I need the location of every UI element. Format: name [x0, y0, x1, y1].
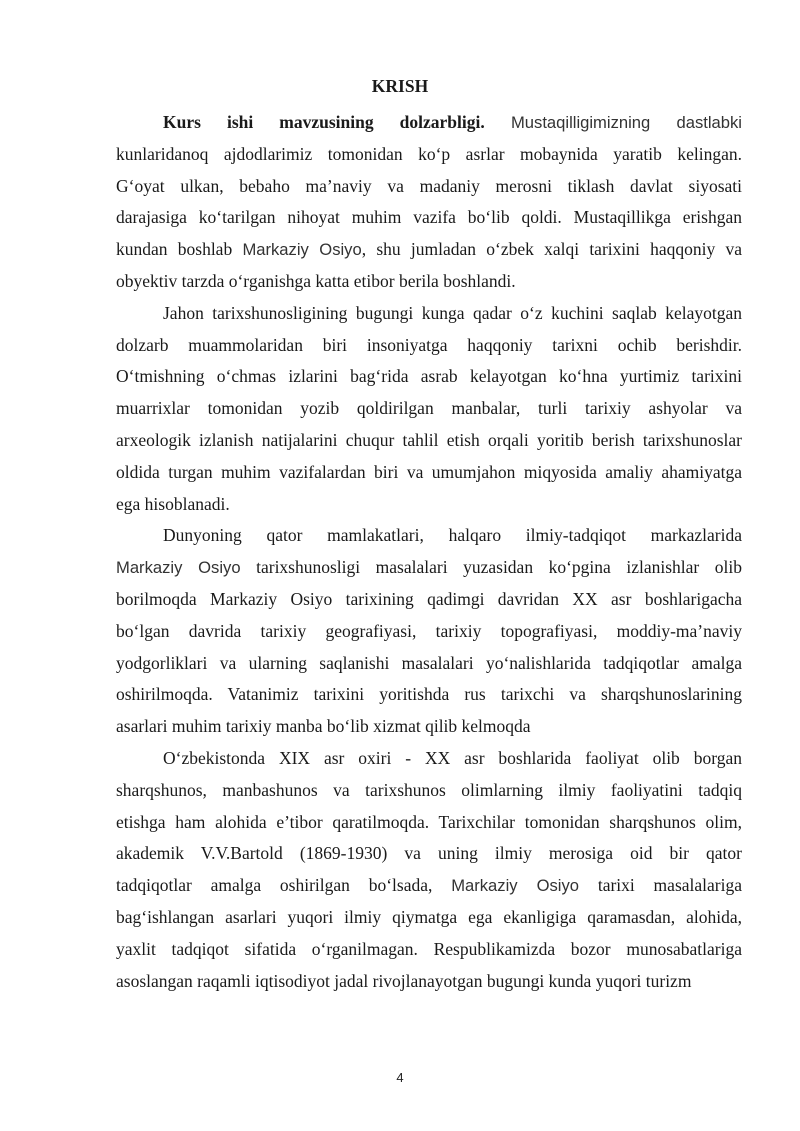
text-line: asarlari muhim tarixiy manba bo‘lib xizmat qilib kelmoqda	[116, 716, 531, 737]
text-line: muarrixlar tomonidan yozib qoldirilgan manbalar, turli tarixiy ashyolar va	[116, 398, 742, 419]
text-line	[116, 556, 742, 578]
text-line: Dunyoning qator mamlakatlari, halqaro ilmiy-tadqiqot markazlarida	[163, 525, 742, 546]
page-number: 4	[396, 1070, 404, 1085]
text-line: G‘oyat ulkan, bebaho ma’naviy va madaniy merosni tiklash davlat siyosati	[116, 175, 742, 196]
text-line: ega hisoblanadi.	[116, 493, 230, 514]
text-line: oldida turgan muhim vazifalardan biri va umumjahon miqyosida amaliy ahamiyatga	[116, 461, 742, 482]
sans-run: Markaziy Osiyo	[451, 876, 580, 896]
text-line	[163, 111, 742, 133]
text-line: yodgorliklari va ularning saqlanishi masalalari yo‘nalishlarida tadqiqotlar amalga	[116, 652, 742, 673]
bold-run: Kurs ishi mavzusining dolzarbligi.	[163, 112, 485, 132]
text-line: etishga ham alohida e’tibor qaratilmoqda. Tarixchilar tomonidan sharqshunos olim,	[116, 811, 742, 832]
text-line: bag‘ishlangan asarlari yuqori ilmiy qiymatga ega ekanligiga qaramasdan, alohida,	[116, 907, 742, 927]
text-line: kunlaridanoq ajdodlarimiz tomonidan ko‘p asrlar mobaynida yaratib kelingan.	[116, 143, 742, 164]
text-line: borilmoqda Markaziy Osiyo tarixining qadimgi davridan XX asr boshlarigacha	[116, 589, 742, 609]
text-run: tarixi masalalariga	[579, 875, 742, 896]
text-line: O‘tmishning o‘chmas izlarini bag‘rida asrab kelayotgan ko‘hna yurtimiz tarixini	[116, 366, 742, 387]
text-line	[116, 238, 742, 260]
text-line: oshirilmoqda. Vatanimiz tarixini yoritishda rus tarixchi va sharqshunoslarining	[116, 684, 742, 705]
text-line: sharqshunos, manbashunos va tarixshunos olimlarning ilmiy faoliyatini tadqiq	[116, 779, 742, 800]
text-line: dolzarb muammolaridan biri insoniyatga haqqoniy tarixni ochib berishdir.	[116, 334, 742, 355]
sans-run: Mustaqilligimizning dastlabki	[484, 113, 742, 132]
text-line: obyektiv tarzda o‘rganishga katta etibor berila boshlandi.	[116, 271, 516, 291]
text-line: asoslangan raqamli iqtisodiyot jadal rivojlanayotgan bugungi kunda yuqori turizm	[116, 970, 692, 991]
text-run: tadqiqotlar amalga oshirilgan bo‘lsada,	[116, 875, 452, 896]
section-heading: KRISH	[371, 76, 429, 96]
text-run: tarixshunosligi masalalari yuzasidan ko‘pgina izlanishlar olib	[240, 557, 742, 578]
sans-run: Markaziy Osiyo	[116, 558, 241, 578]
text-run: kundan boshlab	[116, 239, 243, 260]
sans-run: Markaziy Osiyo	[242, 240, 362, 260]
text-line: O‘zbekistonda XIX asr oxiri - XX asr boshlarida faoliyat olib borgan	[163, 748, 742, 768]
text-line: yaxlit tadqiqot sifatida o‘rganilmagan. Respublikamizda bozor munosabatlariga	[116, 938, 742, 959]
text-line: arxeologik izlanish natijalarini chuqur tahlil etish orqali yoritib berish tarixshunoslar	[116, 430, 742, 450]
text-line: bo‘lgan davrida tarixiy geografiyasi, tarixiy topografiyasi, moddiy-ma’naviy	[116, 620, 742, 641]
text-line	[116, 874, 742, 896]
text-run: , shu jumladan o‘zbek xalqi tarixini haqqoniy va	[361, 239, 742, 260]
text-line: darajasiga ko‘tarilgan nihoyat muhim vazifa bo‘lib qoldi. Mustaqillikga erishgan	[116, 207, 742, 228]
text-line: Jahon tarixshunosligining bugungi kunga qadar o‘z kuchini saqlab kelayotgan	[163, 302, 742, 323]
text-line: akademik V.V.Bartold (1869-1930) va uning ilmiy merosiga oid bir qator	[116, 843, 742, 864]
